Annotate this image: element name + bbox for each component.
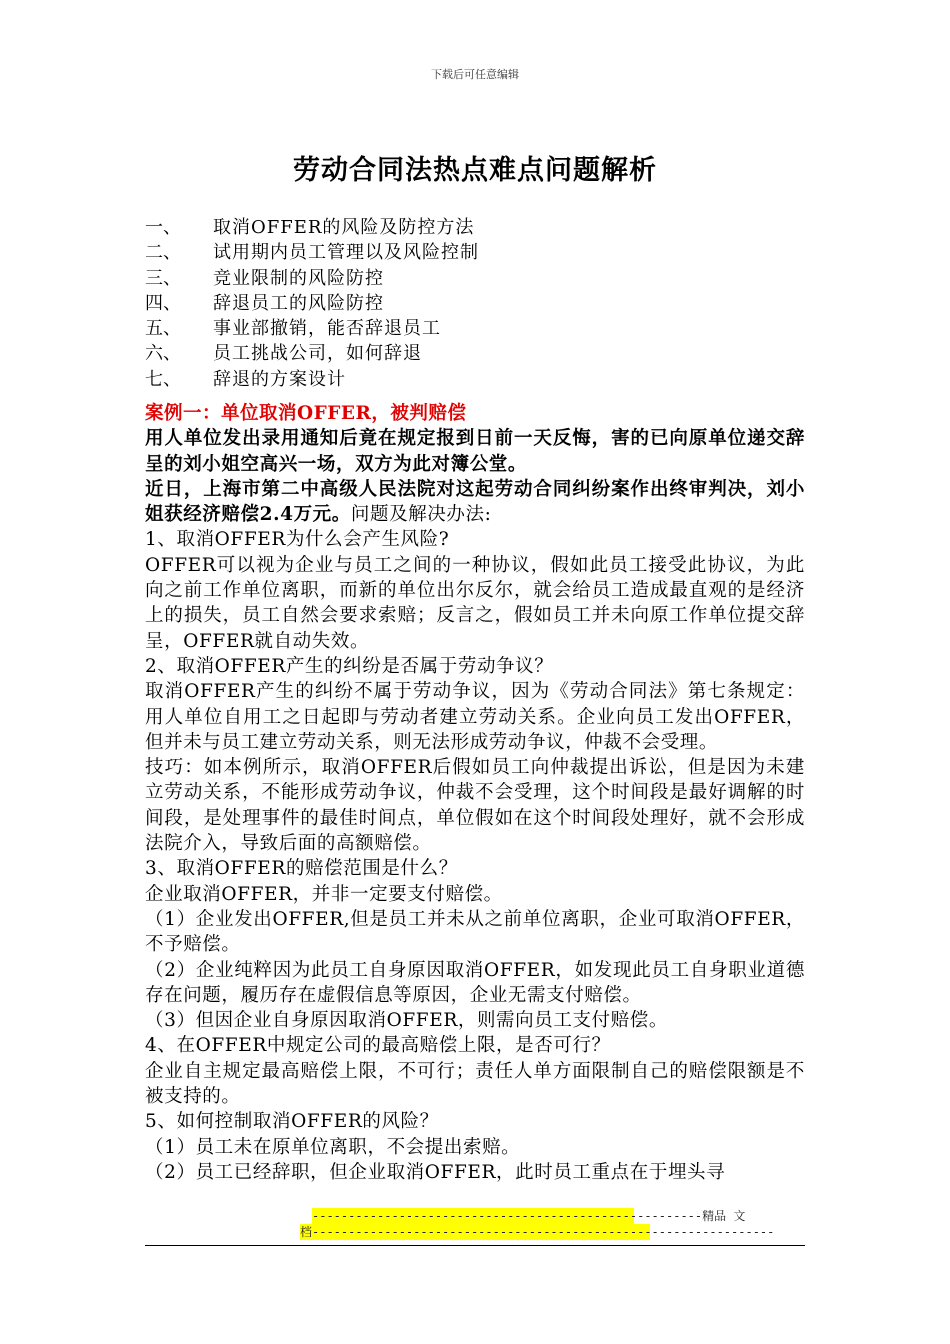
toc-item bbox=[145, 367, 805, 392]
toc-number: 五、 bbox=[145, 318, 181, 340]
toc-item bbox=[145, 240, 805, 265]
paragraph: 取消OFFER产生的纠纷不属于劳动争议，因为《劳动合同法》第七条规定：用人单位自用工之日起即与劳动者建立劳动关系。企业向员工发出OFFER，但并未与员工建立劳动关系，则无法形成劳动争议，仲裁不会受理。 bbox=[145, 681, 805, 753]
toc-item bbox=[145, 316, 805, 341]
paragraph: （1）企业发出OFFER,但是员工并未从之前单位离职，企业可取消OFFER，不予赔偿。 bbox=[145, 908, 805, 956]
toc-text: 试用期内员工管理以及风险控制 bbox=[213, 242, 479, 264]
paragraph: （1）员工未在原单位离职，不会提出索赔。 bbox=[145, 1136, 521, 1158]
toc-number: 二、 bbox=[145, 242, 181, 264]
toc-number: 七、 bbox=[145, 368, 181, 390]
toc-item bbox=[145, 341, 805, 366]
case-intro-2 bbox=[145, 477, 805, 528]
footer-divider bbox=[145, 1245, 805, 1246]
case-intro-bold-2: 近日，上海市第二中高级人民法院对这起劳动合同纠纷案作出终审判决，刘小姐获经济赔偿2.4万元。 bbox=[145, 478, 805, 526]
footer-watermark bbox=[300, 1208, 775, 1240]
question-heading: 3、取消OFFER的赔偿范围是什么？ bbox=[145, 858, 458, 880]
case-intro-1 bbox=[145, 426, 805, 477]
toc-item bbox=[145, 266, 805, 291]
question-heading: 2、取消OFFER产生的纠纷是否属于劳动争议？ bbox=[145, 655, 554, 677]
toc-text: 辞退的方案设计 bbox=[213, 368, 346, 390]
case-intro-plain: 问题及解决办法: bbox=[350, 504, 492, 526]
footer-line-2: 档---------------------------------------------------------------- bbox=[300, 1225, 775, 1239]
toc-number: 三、 bbox=[145, 267, 181, 289]
toc-text: 辞退员工的风险防控 bbox=[213, 292, 384, 314]
toc-number: 四、 bbox=[145, 292, 181, 314]
toc-text: 员工挑战公司，如何辞退 bbox=[213, 343, 422, 365]
paragraph: （3）但因企业自身原因取消OFFER，则需向员工支付赔偿。 bbox=[145, 1010, 668, 1032]
document-title: 劳动合同法热点难点问题解析 bbox=[293, 155, 657, 186]
question-heading: 4、在OFFER中规定公司的最高赔偿上限，是否可行？ bbox=[145, 1035, 611, 1057]
case-intro-bold-1: 用人单位发出录用通知后竟在规定报到日前一天反悔，害的已向原单位递交辞呈的刘小姐空高兴一场，双方为此对簿公堂。 bbox=[145, 428, 805, 475]
paragraph: OFFER可以视为企业与员工之间的一种协议，假如此员工接受此协议，为此向之前工作单位离职，而新的单位出尔反尔，就会给员工造成最直观的是经济上的损失，员工自然会要求索赔；反言之，假如员工并未向原工作单位提交辞呈，OFFER就自动失效。 bbox=[145, 554, 805, 652]
paragraph: （2）员工已经辞职，但企业取消OFFER，此时员工重点在于埋头寻 bbox=[145, 1161, 726, 1183]
table-of-contents bbox=[145, 215, 805, 392]
toc-number: 一、 bbox=[145, 217, 181, 238]
question-heading: 1、取消OFFER为什么会产生风险? bbox=[145, 529, 450, 551]
paragraph: 企业自主规定最高赔偿上限，不可行；责任人单方面限制自己的赔偿限额是不被支持的。 bbox=[145, 1060, 805, 1108]
toc-number: 六、 bbox=[145, 343, 181, 365]
toc-item bbox=[145, 291, 805, 316]
toc-text: 竞业限制的风险防控 bbox=[213, 267, 384, 289]
paragraph: 技巧：如本例所示，取消OFFER后假如员工向仲裁提出诉讼，但是因为未建立劳动关系，不能形成劳动争议，仲裁不会受理，这个时间段是最好调解的时间段，是处理事件的最佳时间点，单位假如在这个时间段处理好，就不会形成法院介入，导致后面的高额赔偿。 bbox=[145, 757, 805, 855]
paragraph: （2）企业纯粹因为此员工自身原因取消OFFER，如发现此员工自身职业道德存在问题，履历存在虚假信息等原因，企业无需支付赔偿。 bbox=[145, 959, 805, 1006]
question-heading: 5、如何控制取消OFFER的风险？ bbox=[145, 1111, 439, 1133]
footer-line-1: ------------------------------------------------------精品 文 bbox=[312, 1209, 746, 1223]
document-body bbox=[145, 401, 805, 1185]
case-title: 案例一：单位取消OFFER，被判赔偿 bbox=[145, 403, 467, 424]
toc-text: 取消OFFER的风险及防控方法 bbox=[213, 217, 475, 238]
page-header: 下载后可任意编辑 bbox=[431, 68, 519, 81]
toc-text: 事业部撤销，能否辞退员工 bbox=[213, 318, 441, 340]
toc-item bbox=[145, 215, 805, 240]
paragraph: 企业取消OFFER，并非一定要支付赔偿。 bbox=[145, 883, 503, 905]
